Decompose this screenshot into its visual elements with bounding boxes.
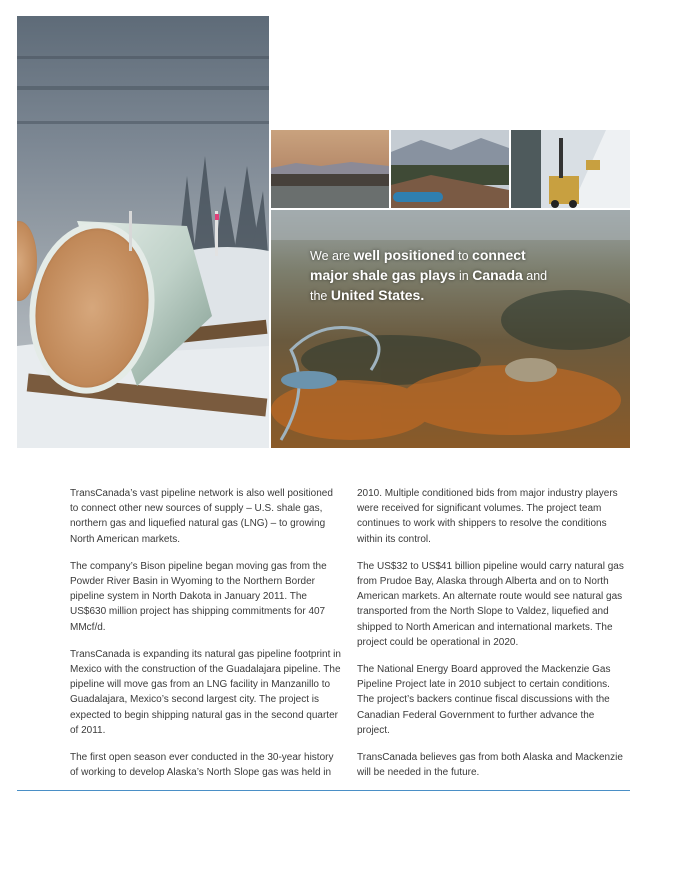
construction-trucks-thumbnail	[511, 130, 630, 208]
paragraph: TransCanada is expanding its natural gas pipeline footprint in Mexico with the construction of the Guadalajara pipeline. The pipeline will move gas from an LNG facility in Manzanillo to Guadalajara, Mexico’s second largest city. The project is expected to begin shipping natural gas in the second quarter of 2011.	[70, 648, 341, 736]
paragraph: 2010. Multiple conditioned bids from major industry players were received for significant volumes. The project team continues to work with shippers to resolve the conditions within its control.	[357, 488, 618, 545]
paragraph: The first open season ever conducted in the 30-year history of working to develop Alaska’s North Slope gas was held in	[70, 752, 334, 779]
tagline-highlight-3: Canada	[472, 267, 523, 283]
paragraph: The National Energy Board approved the Mackenzie Gas Pipeline Project late in 2010 subject to certain conditions. The project’s backers continue fiscal discussions with the Canadian Federal Government to further advance the project.	[357, 664, 611, 736]
tagline-highlight-1: well positioned	[353, 247, 455, 263]
mountain-trench-thumbnail	[391, 130, 509, 208]
left-text-column	[70, 486, 342, 792]
footer-divider	[17, 790, 630, 791]
paragraph: TransCanada believes gas from both Alaska and Mackenzie will be needed in the future.	[357, 752, 623, 779]
paragraph: The company’s Bison pipeline began moving gas from the Powder River Basin in Wyoming to the Northern Border pipeline system in North Dakota in January 2011. The US$630 million project has shipping commitments for 407 MMcf/d.	[70, 560, 327, 633]
pipe-photo	[17, 16, 269, 448]
tagline-text-3: in	[455, 269, 473, 283]
tagline-text-1: We are	[310, 249, 354, 263]
tagline-text-4: and the	[310, 269, 548, 303]
paragraph: TransCanada’s vast pipeline network is also well positioned to connect other new sources of supply – U.S. shale gas, northern gas and liquefied natural gas (LNG) – to growing North American markets.	[70, 488, 333, 545]
sunset-plain-thumbnail	[271, 130, 389, 208]
right-text-column	[357, 486, 629, 792]
tagline-text-2: to	[454, 249, 473, 263]
tagline	[310, 246, 560, 306]
tagline-highlight-4: United States.	[330, 287, 425, 303]
paragraph: The US$32 to US$41 billion pipeline would carry natural gas from Prudoe Bay, Alaska through Alberta and on to North American markets. An alternate route would see natural gas transported from the North Slope to Valdez, liquefied and shipped to North American and international markets. The project could be operational in 2020.	[357, 560, 624, 648]
tagline-highlight-2: connect major shale gas plays	[310, 247, 526, 283]
